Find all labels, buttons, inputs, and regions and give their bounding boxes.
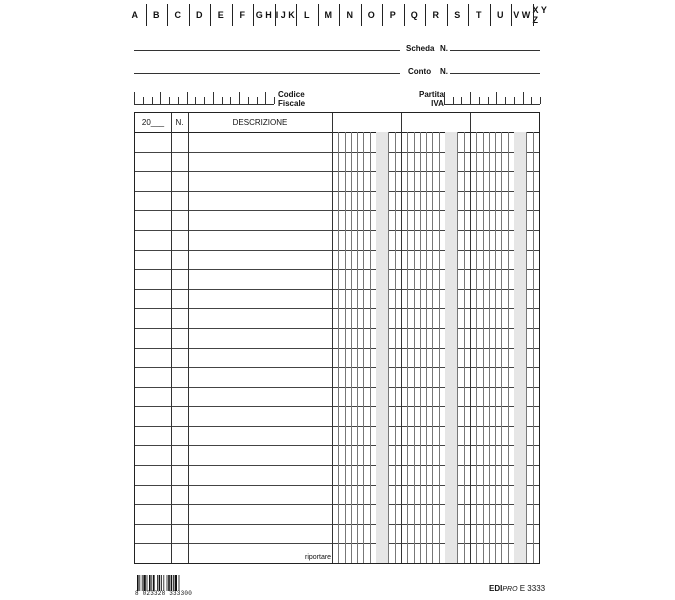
partita-iva-label-line1: Partita	[419, 90, 444, 99]
column-line	[401, 113, 402, 563]
alphabet-separator	[318, 4, 319, 26]
comb-tick	[248, 97, 249, 104]
alphabet-separator	[511, 4, 512, 26]
amount-subcolumn-line	[357, 132, 358, 563]
alphabet-letter: S	[454, 10, 461, 20]
comb-tick	[488, 97, 489, 104]
table-row-line	[135, 465, 539, 466]
alphabet-letter: R	[432, 10, 439, 20]
amount-subcolumn-line	[464, 132, 465, 563]
alphabet-separator	[339, 4, 340, 26]
alphabet-separator	[447, 4, 448, 26]
amount-shaded-column	[445, 132, 458, 563]
comb-tick	[531, 97, 532, 104]
alphabet-separator	[382, 4, 383, 26]
amount-subcolumn-line	[457, 132, 458, 563]
amount-subcolumn-line	[338, 132, 339, 563]
amount-subcolumn-line	[345, 132, 346, 563]
barcode-number: 8 023328 333300	[135, 590, 193, 597]
description-column-header: DESCRIZIONE	[232, 118, 288, 127]
barcode-bar	[147, 575, 148, 591]
comb-tick	[204, 97, 205, 104]
partita-iva-label	[419, 90, 444, 108]
conto-n-label: N.	[440, 67, 448, 76]
codice-fiscale-label	[278, 90, 305, 108]
carry-forward-label: riportare	[305, 554, 332, 561]
table-row-line	[135, 210, 539, 211]
amount-subcolumn-line	[388, 132, 389, 563]
table-row-line	[135, 152, 539, 153]
partita-iva-field	[444, 92, 540, 105]
amount-subcolumn-line	[489, 132, 490, 563]
alphabet-letter: L	[304, 10, 310, 20]
amount-subcolumn-line	[526, 132, 527, 563]
barcode-bar	[167, 575, 168, 591]
comb-tick	[222, 97, 223, 104]
scheda-n-label: N.	[440, 44, 448, 53]
alphabet-separator	[296, 4, 297, 26]
comb-tick	[470, 92, 471, 104]
amount-subcolumn-line	[420, 132, 421, 563]
table-row-line	[135, 171, 539, 172]
comb-tick	[461, 97, 462, 104]
amount-subcolumn-line	[495, 132, 496, 563]
alphabet-letter: Q	[410, 10, 418, 20]
comb-tick	[505, 97, 506, 104]
table-row-line	[135, 406, 539, 407]
comb-tick	[265, 92, 266, 104]
scheda-number-line	[450, 50, 540, 51]
ledger-table	[134, 112, 540, 564]
column-line	[188, 113, 189, 563]
alphabet-letter: X Y Z	[532, 5, 547, 25]
alphabet-letter: M	[324, 10, 332, 20]
barcode-bar	[157, 575, 158, 591]
comb-tick	[540, 97, 541, 104]
alphabet-letter: P	[389, 10, 396, 20]
comb-tick	[523, 92, 524, 104]
scheda-label: Scheda	[406, 44, 435, 53]
alphabet-letter: B	[153, 10, 160, 20]
alphabet-letter: N	[346, 10, 353, 20]
comb-tick	[213, 92, 214, 104]
table-row-line	[135, 504, 539, 505]
brand-name-italic: PRO	[502, 586, 518, 593]
alphabet-letter: O	[367, 10, 375, 20]
table-row-line	[135, 387, 539, 388]
comb-tick	[134, 92, 135, 104]
amount-subcolumn-line	[426, 132, 427, 563]
alphabet-letter: T	[476, 10, 482, 20]
barcode-bar	[179, 575, 180, 591]
alphabet-separator	[210, 4, 211, 26]
table-row-line	[135, 191, 539, 192]
table-row-line	[135, 543, 539, 544]
alphabet-separator	[275, 4, 276, 26]
amount-subcolumn-line	[370, 132, 371, 563]
header-row-line	[135, 132, 539, 133]
barcode-bar	[168, 575, 170, 591]
name-line-1	[134, 50, 400, 51]
table-row-line	[135, 485, 539, 486]
alphabet-separator	[253, 4, 254, 26]
table-row-line	[135, 367, 539, 368]
comb-tick	[274, 97, 275, 104]
amount-subcolumn-line	[395, 132, 396, 563]
amount-subcolumn-line	[363, 132, 364, 563]
comb-tick	[257, 97, 258, 104]
comb-tick	[143, 97, 144, 104]
conto-label: Conto	[408, 67, 432, 76]
amount-subcolumn-line	[533, 132, 534, 563]
barcode-bar	[151, 575, 152, 591]
alphabet-separator	[533, 4, 534, 26]
alphabet-letter: C	[174, 10, 181, 20]
alphabet-separator	[189, 4, 190, 26]
alphabet-letter: A	[131, 10, 138, 20]
alphabet-separator	[232, 4, 233, 26]
barcode-bar	[171, 575, 173, 591]
alphabet-letter: F	[239, 10, 245, 20]
amount-shaded-column	[514, 132, 527, 563]
alphabet-letter: D	[196, 10, 203, 20]
alphabet-separator	[425, 4, 426, 26]
alphabet-separator	[468, 4, 469, 26]
amount-subcolumn-line	[407, 132, 408, 563]
table-row-line	[135, 308, 539, 309]
alphabet-index	[124, 4, 554, 26]
amount-subcolumn-line	[508, 132, 509, 563]
barcode-bar	[139, 575, 140, 591]
brand-logo	[489, 584, 545, 593]
barcode-bar	[137, 575, 139, 591]
comb-tick	[152, 97, 153, 104]
comb-tick	[160, 92, 161, 104]
barcode-bar	[173, 575, 174, 591]
table-row-line	[135, 269, 539, 270]
amount-subcolumn-line	[476, 132, 477, 563]
column-line	[470, 113, 471, 563]
table-row-line	[135, 250, 539, 251]
table-row-line	[135, 445, 539, 446]
alphabet-letter: E	[217, 10, 224, 20]
alphabet-letter: I J K	[275, 10, 295, 20]
table-row-line	[135, 230, 539, 231]
comb-tick	[444, 92, 445, 104]
alphabet-letter: U	[497, 10, 504, 20]
comb-tick	[479, 97, 480, 104]
comb-tick	[187, 92, 188, 104]
codice-fiscale-field	[134, 92, 274, 105]
comb-tick	[453, 97, 454, 104]
table-row-line	[135, 426, 539, 427]
alphabet-separator	[404, 4, 405, 26]
comb-tick	[239, 92, 240, 104]
product-code: E 3333	[519, 584, 546, 593]
amount-subcolumn-line	[351, 132, 352, 563]
comb-tick	[230, 97, 231, 104]
alphabet-letter: V W	[513, 10, 531, 20]
barcode	[137, 575, 189, 591]
alphabet-separator	[146, 4, 147, 26]
table-row-line	[135, 289, 539, 290]
year-column-header: 20___	[141, 118, 165, 127]
number-column-header: N.	[175, 118, 184, 127]
comb-tick	[496, 92, 497, 104]
amount-shaded-column	[376, 132, 389, 563]
comb-tick	[169, 97, 170, 104]
barcode-bar	[142, 575, 143, 591]
amount-subcolumn-line	[439, 132, 440, 563]
alphabet-separator	[361, 4, 362, 26]
barcode-bar	[143, 575, 145, 591]
table-row-line	[135, 348, 539, 349]
barcode-bar	[159, 575, 161, 591]
alphabet-separator	[490, 4, 491, 26]
barcode-bar	[163, 575, 164, 591]
comb-tick	[514, 97, 515, 104]
name-line-2	[134, 73, 400, 74]
barcode-bar	[161, 575, 162, 591]
table-row-line	[135, 328, 539, 329]
brand-name-bold: EDI	[489, 584, 503, 593]
amount-subcolumn-line	[432, 132, 433, 563]
amount-subcolumn-line	[414, 132, 415, 563]
barcode-bar	[175, 575, 177, 591]
amount-subcolumn-line	[483, 132, 484, 563]
barcode-bar	[153, 575, 155, 591]
codice-fiscale-label-line1: Codice	[278, 90, 305, 99]
alphabet-separator	[167, 4, 168, 26]
alphabet-letter: G H	[255, 10, 272, 20]
amount-subcolumn-line	[501, 132, 502, 563]
column-line	[332, 113, 333, 563]
codice-fiscale-label-line2: Fiscale	[278, 99, 306, 108]
comb-tick	[195, 97, 196, 104]
conto-number-line	[450, 73, 540, 74]
table-row-line	[135, 524, 539, 525]
comb-tick	[178, 97, 179, 104]
partita-iva-label-line2: IVA	[431, 99, 444, 108]
barcode-bar	[149, 575, 151, 591]
column-line	[171, 113, 172, 563]
